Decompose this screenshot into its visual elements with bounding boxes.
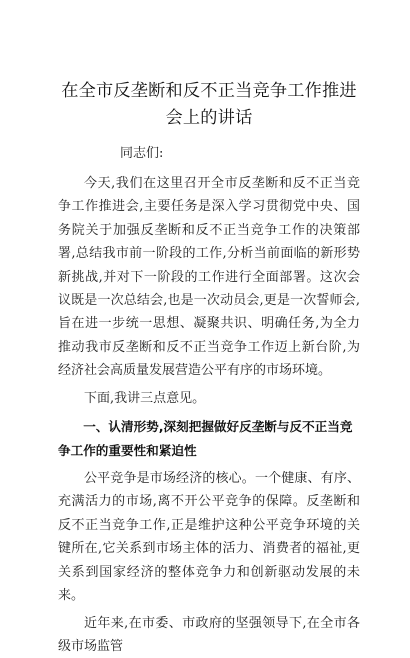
section-1-paragraph-1: 公平竞争是市场经济的核心。一个健康、有序、充满活力的市场,离不开公平竞争的保障。反垄断和反不正当竞争工作,正是维护这种公平竞争环境的关键所在,它关系到市场主体的活力、消费者的福祉,更关系到国家经济的整体竞争力和创新驱动发展的未来。 [58,467,360,607]
greeting: 同志们: [120,142,360,166]
intro-paragraph: 今天,我们在这里召开全市反垄断和反不正当竞争工作推进会,主要任务是深入学习贯彻党中央、国务院关于加强反垄断和反不正当竞争工作的决策部署,总结我市前一阶段的工作,分析当前面临的新形势新挑战,并对下一阶段的工作进行全面部署。这次会议既是一次总结会,也是一次动员会,更是一次誓师会,旨在进一步统一思想、凝聚共识、明确任务,为全力推动我市反垄断和反不正当竞争工作迈上新台阶,为经济社会高质量发展营造公平有序的市场环境。 [58,172,360,383]
section-heading-1: 一、认清形势,深刻把握做好反垄断与反不正当竞争工作的重要性和紧迫性 [58,415,360,463]
document-title: 在全市反垄断和反不正当竞争工作推进会上的讲话 [58,78,360,132]
outline-paragraph: 下面,我讲三点意见。 [58,387,360,410]
section-1-paragraph-2: 近年来,在市委、市政府的坚强领导下,在全市各级市场监管 [58,612,360,658]
